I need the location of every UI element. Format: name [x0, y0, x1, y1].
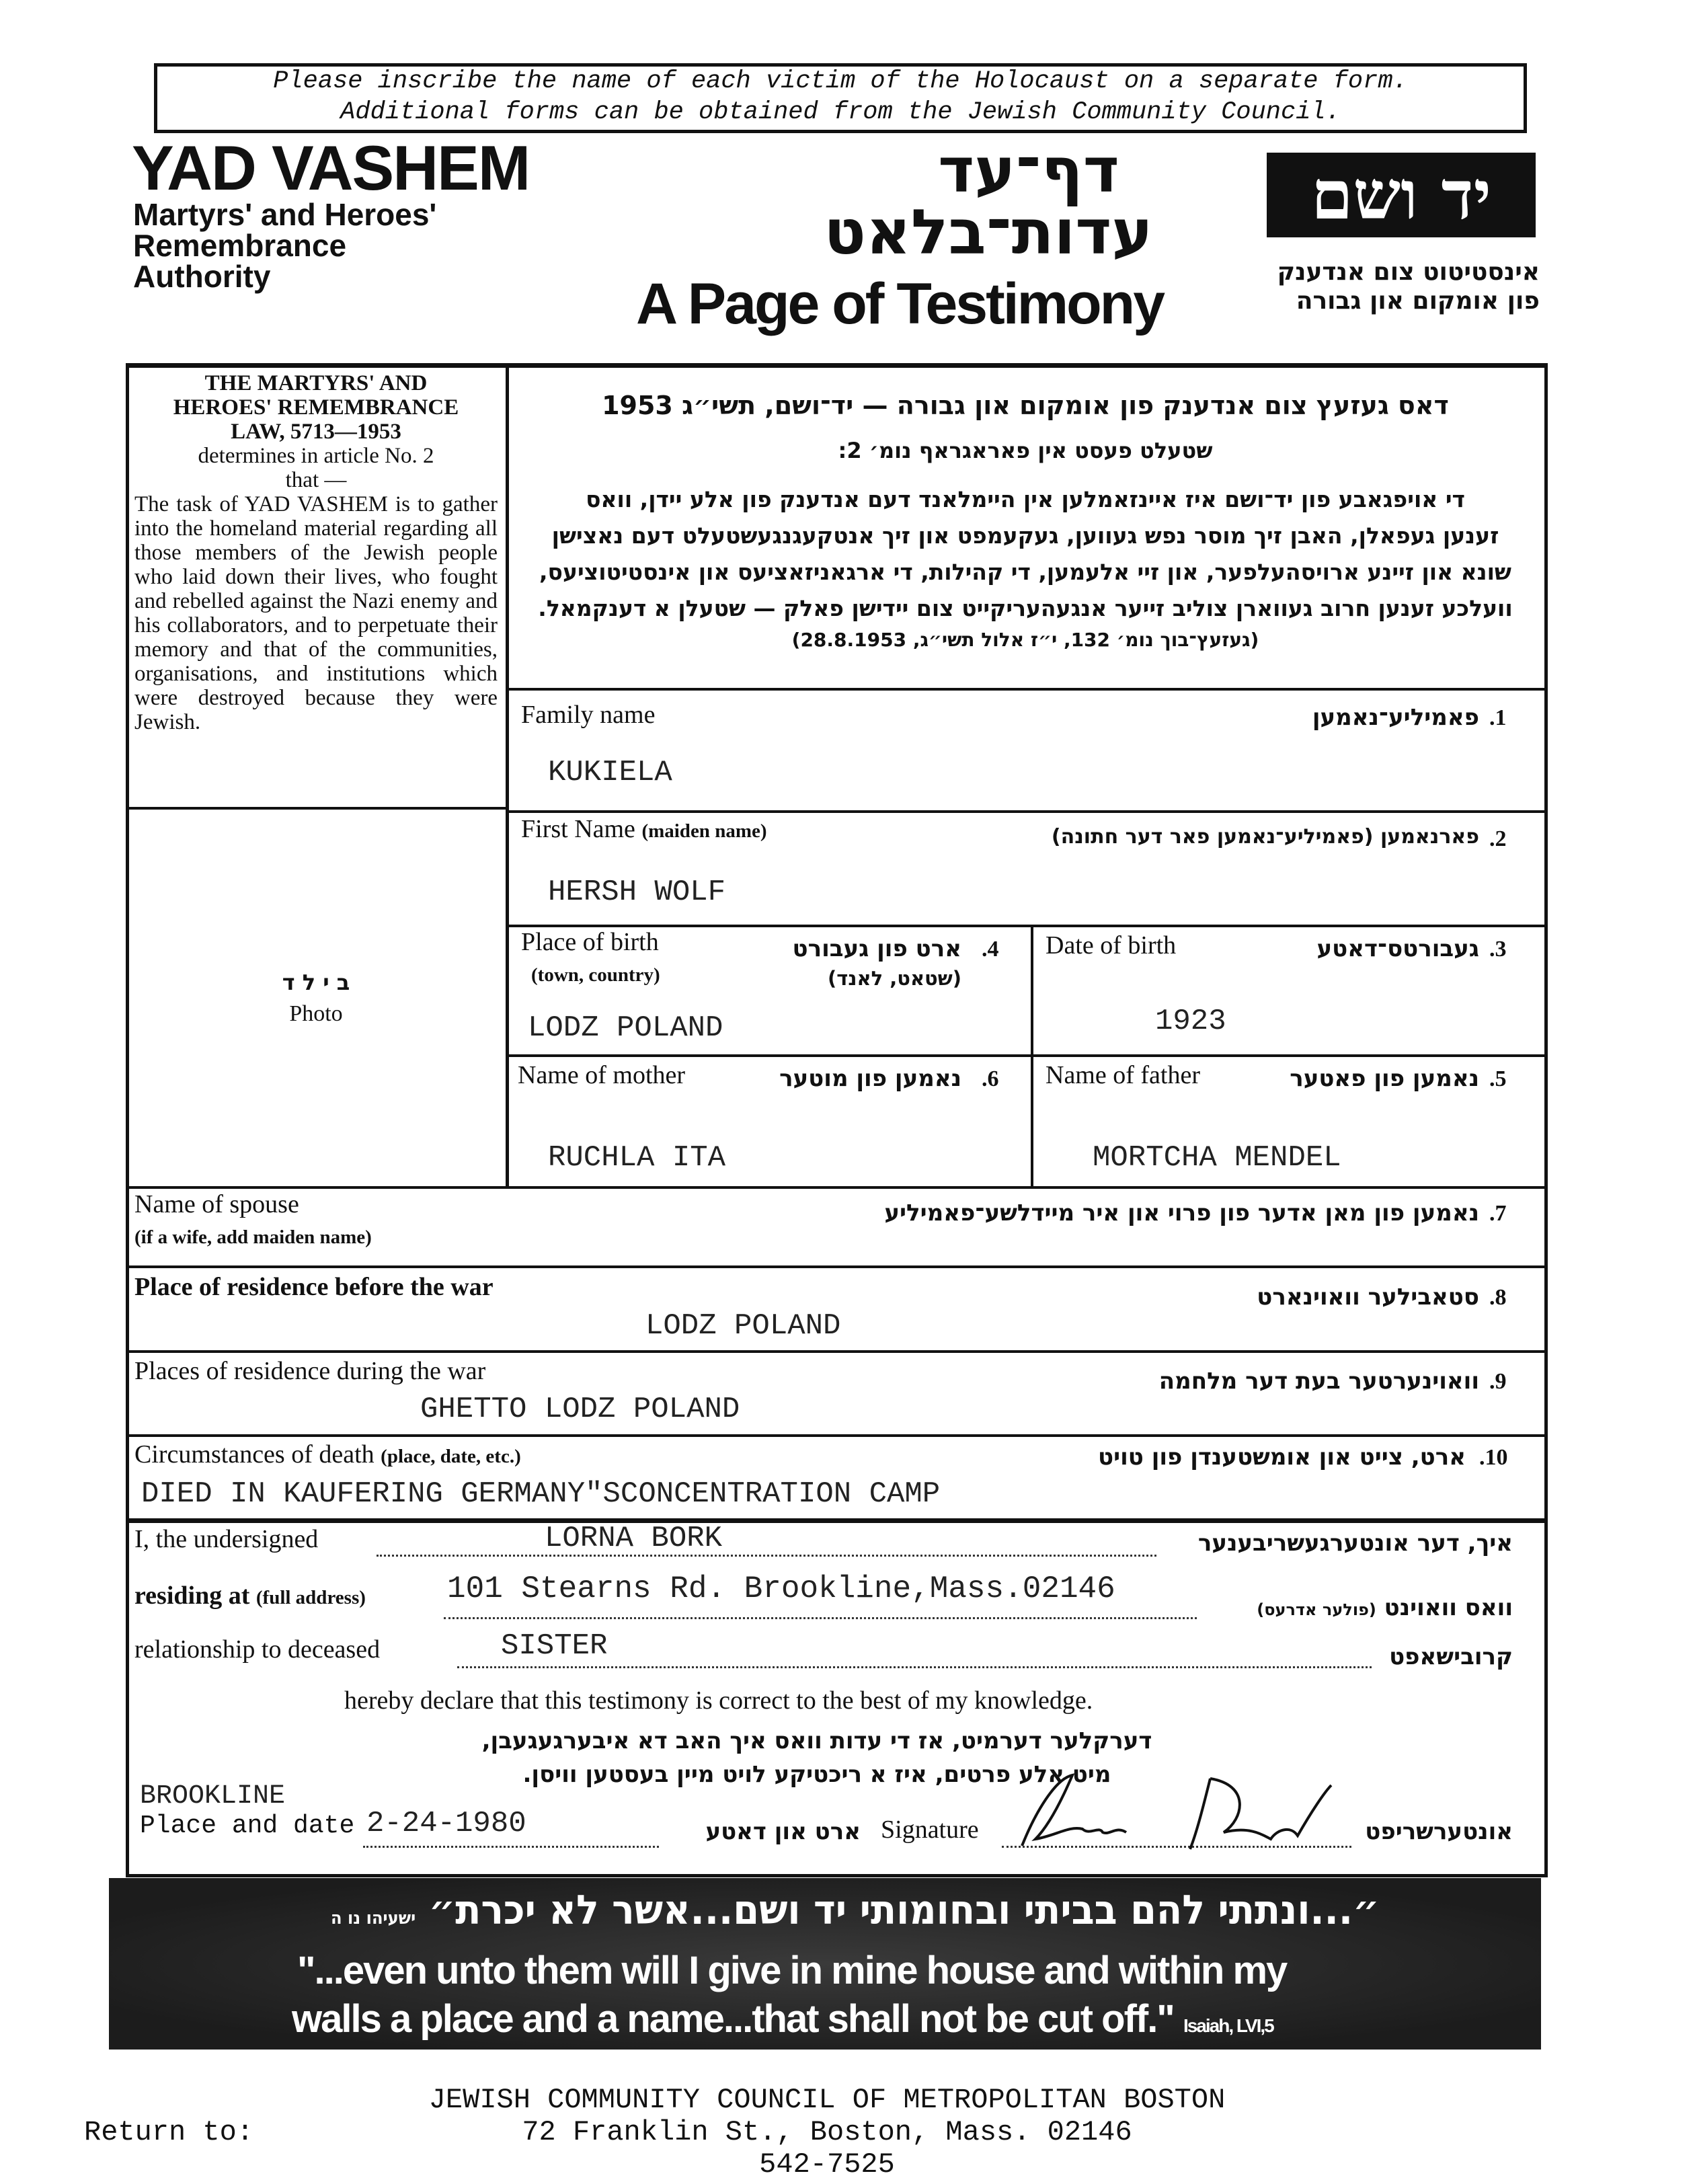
notice-line-1: Please inscribe the name of each victim of the Holocaust on a separate form. [273, 67, 1408, 95]
law-title-1: THE MARTYRS' AND [204, 371, 428, 395]
logo-sub-1 [1264, 259, 1540, 286]
field-number: .2 [1489, 826, 1507, 851]
first-name-value[interactable]: HERSH WOLF [548, 875, 726, 909]
death-heb: ארט, צייט און אומשטענדן פון טויט [1097, 1444, 1466, 1471]
org-sub-1: Martyrs' and Heroes' [133, 197, 437, 232]
mother-label: Name of mother [518, 1061, 686, 1089]
residence-during-value[interactable]: GHETTO LODZ POLAND [420, 1393, 740, 1426]
place-label: Place and date [140, 1811, 355, 1840]
banner-hebrew-inner [331, 1886, 1380, 1943]
row-divider [506, 1054, 1548, 1057]
residence-during-heb: וואוינערטער בעת דער מלחמה [1158, 1368, 1479, 1395]
banner-hebrew [331, 1886, 1380, 1943]
field-number: .6 [982, 1066, 999, 1091]
undersigned-heb: איך, דער אונטערגעשריבענער [1197, 1530, 1513, 1557]
date-of-birth-label: Date of birth [1046, 931, 1177, 960]
address-heb [1204, 1595, 1513, 1621]
law-title-2: HEROES' REMEMBRANCE [173, 395, 459, 420]
quote-banner [109, 1878, 1541, 2050]
logo-text: יד ושם [1311, 155, 1491, 235]
place-heb: ארט און דאטע [705, 1818, 861, 1845]
law-english [134, 371, 498, 734]
first-name-label-text: First Name [521, 815, 635, 843]
address-value[interactable]: 101 Stearns Rd. Brookline,Mass.02146 [447, 1571, 1115, 1606]
field-number: .1 [1489, 705, 1507, 730]
yad-vashem-logo [1267, 153, 1536, 237]
first-name-note: (maiden name) [641, 820, 767, 842]
declaration-statement: hereby declare that this testimony is correct to the best of my knowledge. [344, 1686, 1093, 1715]
banner-line-2-inner [292, 1996, 1273, 2049]
notice-line-2: Additional forms can be obtained from the Jewish Community Council. [340, 98, 1341, 126]
undersigned-label: I, the undersigned [134, 1525, 319, 1553]
law-yi-body-1 [518, 481, 1533, 518]
signature-scribble [1009, 1772, 1345, 1852]
spouse-heb-text: נאמען פון מאן אדער פון פרוי און איר מיידלשע־פאמיליע [884, 1200, 1479, 1226]
place-of-birth-heb: ארט פון געבורט [792, 935, 961, 962]
row-divider [506, 688, 1548, 691]
family-name-value[interactable]: KUKIELA [548, 756, 672, 789]
father-value[interactable]: MORTCHA MENDEL [1093, 1141, 1341, 1175]
org-name: YAD VASHEM [132, 132, 530, 203]
law-yi-body-3 [518, 554, 1533, 590]
footer-address: 72 Franklin St., Boston, Mass. 02146 [522, 2116, 1132, 2148]
row-divider [126, 1186, 1548, 1189]
family-name-heb: פאמיליע־נאמען [1312, 704, 1479, 731]
banner-line-2 [292, 1996, 1502, 2049]
law-yi-body-4 [518, 590, 1533, 627]
death-note: (place, date, etc.) [381, 1446, 521, 1467]
first-name-heb-text: פארנאמען (פאמיליע־נאמען פאר דער חתונה) [1051, 825, 1479, 849]
spouse-heb [740, 1200, 1479, 1226]
banner-hebrew-ref: ישעיהו נו ה [331, 1908, 416, 1928]
place-value[interactable]: BROOKLINE [140, 1781, 286, 1811]
declaration-yi-1: דערקלער דערמיט, אז די עדות וואס איך האב דא איבערגעגעבן, [481, 1727, 1152, 1754]
law-yi-title-text: דאס געזעץ צום אנדענק פון אומקום און גבורה — יד־ושם, תשי״ג 1953 [602, 391, 1449, 420]
signature [1009, 1772, 1345, 1852]
field-number: .10 [1479, 1445, 1508, 1470]
field-number: .5 [1489, 1066, 1507, 1091]
address-heb-note: (פולער אדרעס) [1257, 1600, 1376, 1619]
field-number: .9 [1489, 1369, 1507, 1394]
address-note: (full address) [255, 1587, 366, 1608]
address-label-text: residing at [134, 1582, 250, 1610]
yiddish-title-1: דף־עד [938, 134, 1119, 206]
law-line-4: determines in article No. 2 [198, 444, 434, 468]
row-divider [126, 1518, 1548, 1523]
law-yi-body-3-text: שונא און זיינע ארויסהעלפער, און זיי אלעמען, די קהילות, די ארגאניזאציעס און אינסטיטוציעס, [539, 559, 1511, 585]
undersigned-line [377, 1555, 1156, 1557]
row-divider [506, 925, 1548, 927]
spouse-note: (if a wife, add maiden name) [134, 1226, 372, 1248]
residence-before-heb: סטאבילער וואוינארט [1257, 1284, 1479, 1311]
first-name-heb [955, 826, 1479, 849]
row-divider [126, 1434, 1548, 1437]
residence-during-label: Places of residence during the war [134, 1357, 486, 1385]
date-value[interactable]: 2-24-1980 [366, 1807, 526, 1840]
law-yi-body-2 [518, 518, 1533, 554]
law-title-3: LAW, 5713—1953 [231, 420, 401, 444]
relationship-value[interactable]: SISTER [501, 1629, 608, 1663]
place-of-birth-note: (town, country) [531, 964, 660, 986]
footer-org: JEWISH COMMUNITY COUNCIL OF METROPOLITAN BOSTON [428, 2084, 1226, 2116]
field-number: .7 [1489, 1201, 1507, 1226]
banner-line-2-text: walls a place and a name...that shall not be cut off." [292, 1997, 1174, 2041]
residence-before-label: Place of residence before the war [134, 1273, 494, 1301]
field-number: .4 [982, 937, 999, 962]
law-yi-body-4-text: וועלכע זענען חרוב געווארן צוליב זייער אנגעהעריקייט צום יידישן פאלק — שטעלן א דענקמאל. [538, 595, 1513, 621]
mother-heb: נאמען פון מוטער [779, 1065, 961, 1092]
death-label [134, 1440, 521, 1470]
law-yi-ref-text: (געזעץ־בוך נומ׳ 132, י״ז אלול תשי״ג, 28.8.1953) [791, 629, 1259, 651]
photo-label: Photo [289, 1001, 343, 1026]
logo-sub-2 [1264, 288, 1540, 315]
banner-line-1-text: "...even unto them will I give in mine house and within my [297, 1949, 1287, 1992]
relationship-label: relationship to deceased [134, 1635, 381, 1664]
left-column-divider [506, 364, 509, 1187]
return-label: Return to: [84, 2116, 254, 2148]
banner-ref: Isaiah, LVI,5 [1183, 2015, 1273, 2036]
date-line [363, 1846, 659, 1848]
row-divider [126, 1350, 1548, 1353]
field-number: .8 [1489, 1285, 1507, 1310]
law-yi-body-2-text: זענען געפאלן, האבן זיך מוסר נפש געווען, געקעמפט און זיך אנטקעגנגעשטעלט דעם נאצישן [551, 522, 1499, 549]
address-line [444, 1617, 1197, 1619]
signature-label: Signature [881, 1816, 979, 1844]
col-divider [1031, 925, 1033, 1187]
death-label-text: Circumstances of death [134, 1440, 375, 1469]
signature-heb: אונטערשריפט [1365, 1818, 1513, 1845]
death-value[interactable]: DIED IN KAUFERING GERMANY"SCONCENTRATION CAMP [141, 1477, 941, 1511]
family-name-label: Family name [521, 701, 656, 729]
row-divider [506, 810, 1548, 813]
org-sub-2: Remembrance [133, 228, 347, 263]
law-yi-body-1-text: די אויפגאבע פון יד־ושם איז איינזאמלען אין היימלאנד דעם אנדענק פון אלע יידן, וואס [586, 486, 1465, 512]
residence-before-value[interactable]: LODZ POLAND [645, 1309, 841, 1343]
law-yi-title [518, 390, 1533, 421]
law-yi-ref [518, 627, 1533, 654]
form-top-rule [126, 363, 1548, 368]
logo-sub-2-text: פון אומקום און גבורה [1296, 287, 1540, 315]
place-of-birth-value[interactable]: LODZ POLAND [528, 1011, 723, 1045]
father-heb: נאמען פון פאטער [1290, 1065, 1479, 1092]
field-number: .3 [1489, 937, 1507, 962]
declaration-yi-2: מיט אלע פרטים, איז א ריכטיקע לויט מיין בעסטען וויסן. [522, 1761, 1111, 1788]
relationship-heb: קרובישאפט [1389, 1643, 1513, 1670]
law-yi-sub-text: שטעלט פעסט אין פאראגראף נומ׳ 2: [838, 438, 1213, 463]
law-yiddish [518, 390, 1533, 654]
undersigned-value[interactable]: LORNA BORK [545, 1522, 723, 1555]
first-name-label [521, 815, 767, 845]
footer-phone: 542-7525 [759, 2148, 895, 2181]
org-sub-3: Authority [133, 259, 271, 294]
banner-line-1 [297, 1948, 1507, 1994]
photo-area [128, 810, 504, 1186]
law-line-5: that — [285, 468, 347, 492]
relationship-line [457, 1666, 1372, 1668]
banner-hebrew-text: ״...ונתתי להם בביתי ובחומותי יד ושם...אשר לא יכרת״ [428, 1887, 1380, 1934]
date-of-birth-value[interactable]: 1923 [1155, 1005, 1226, 1038]
spouse-label: Name of spouse [134, 1190, 299, 1218]
logo-sub-1-text: אינסטיטוט צום אנדענק [1277, 258, 1540, 286]
place-of-birth-label: Place of birth [521, 928, 659, 956]
address-label [134, 1582, 366, 1611]
yiddish-title-2: עדות־בלאט [824, 196, 1153, 268]
row-divider [126, 1265, 1548, 1268]
mother-value[interactable]: RUCHLA ITA [548, 1141, 726, 1175]
law-yi-sub [518, 437, 1533, 464]
law-body: The task of YAD VASHEM is to gather into the homeland material regarding all those members of the Jewish people who laid down their lives, who fought and rebelled against the Nazi enemy and his collaborators, and to perpetuate their memory and that of the communities, organisations, and institutions which were destroyed because they were Jewish. [134, 492, 498, 734]
page-title: A Page of Testimony [636, 272, 1164, 336]
address-heb-text: וואס וואוינט [1384, 1594, 1513, 1621]
father-label: Name of father [1046, 1061, 1200, 1089]
photo-label-yiddish: ב י ל ד [282, 970, 350, 995]
place-of-birth-heb-note: (שטאט, לאנד) [828, 967, 961, 990]
date-of-birth-heb: געבורטס־דאטע [1316, 935, 1479, 962]
